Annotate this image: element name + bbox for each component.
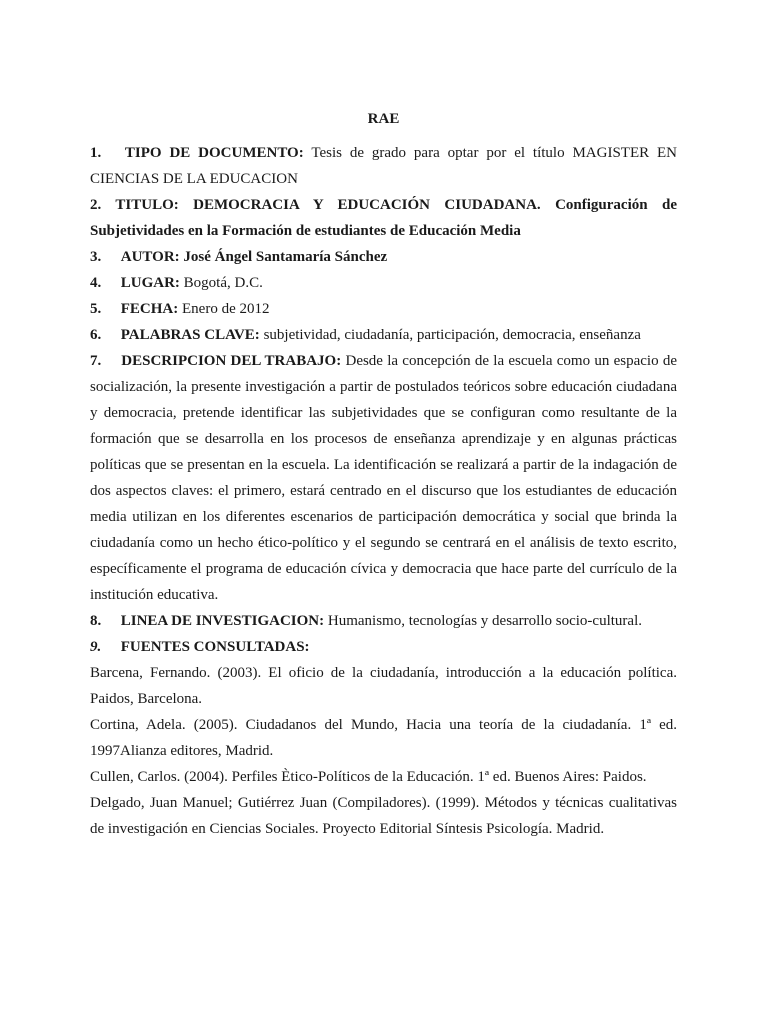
item-label: LUGAR: (120, 275, 180, 291)
item-number: 4. (90, 275, 102, 291)
item-text: Bogotá, D.C. (183, 275, 263, 291)
item-autor (90, 244, 677, 270)
item-label: TIPO DE DOCUMENTO: (124, 145, 304, 161)
item-number: 7. (90, 353, 102, 369)
reference-item: Delgado, Juan Manuel; Gutiérrez Juan (Compiladores). (1999). Métodos y técnicas cualitativas de investigación en Ciencias Sociales. Proyecto Editorial Síntesis Psicología. Madrid. (90, 795, 677, 837)
item-text: Humanismo, tecnologías y desarrollo socio-cultural. (327, 613, 642, 629)
document-title: RAE (367, 111, 400, 127)
item-label: TITULO: DEMOCRACIA Y EDUCACIÓN CIUDADANA. Configuración de Subjetividades en la Formación de estudiantes de Educación Media (90, 197, 677, 239)
item-text: Tesis de grado para optar por el título MAGISTER EN CIENCIAS DE LA EDUCACION (90, 145, 678, 187)
item-lugar (90, 270, 677, 296)
item-fecha (90, 296, 677, 322)
item-number: 9. (90, 639, 102, 655)
item-number: 1. (90, 145, 102, 161)
item-linea-investigacion (90, 608, 677, 634)
item-text: subjetividad, ciudadanía, participación, democracia, enseñanza (263, 327, 641, 343)
item-label: AUTOR: José Ángel Santamaría Sánchez (120, 249, 388, 265)
reference-item: Cortina, Adela. (2005). Ciudadanos del Mundo, Hacia una teoría de la ciudadanía. 1ª ed. 1997Alianza editores, Madrid. (90, 717, 677, 759)
item-number: 2. (90, 197, 102, 213)
document-page (90, 106, 677, 842)
item-number: 6. (90, 327, 102, 343)
item-tipo-documento (90, 140, 677, 192)
item-text: Enero de 2012 (182, 301, 270, 317)
item-number: 3. (90, 249, 102, 265)
item-titulo (90, 192, 677, 244)
item-descripcion (90, 348, 677, 608)
item-number: 5. (90, 301, 102, 317)
item-label: FECHA: (120, 301, 179, 317)
item-label: PALABRAS CLAVE: (120, 327, 260, 343)
item-fuentes (90, 634, 677, 660)
item-label: DESCRIPCION DEL TRABAJO: (121, 353, 342, 369)
reference-item: Cullen, Carlos. (2004). Perfiles Ètico-Políticos de la Educación. 1ª ed. Buenos Aires: Paidos. (90, 769, 647, 785)
reference-item: Barcena, Fernando. (2003). El oficio de la ciudadanía, introducción a la educación política. Paidos, Barcelona. (90, 665, 677, 707)
item-label: FUENTES CONSULTADAS: (120, 639, 310, 655)
item-number: 8. (90, 613, 102, 629)
item-palabras-clave (90, 322, 677, 348)
item-text: Desde la concepción de la escuela como un espacio de socialización, la presente investigación a partir de postulados teóricos sobre educación ciudadana y democracia, pretende identificar las subjetividades que se configuran como resultante de la formación que se desarrolla en los procesos de enseñanza aprendizaje y en algunas prácticas políticas que se presentan en la escuela. La identificación se realizará a partir de la indagación de dos aspectos claves: el primero, estará centrado en el discurso que los estudiantes de educación media utilizan en los diferentes escenarios de participación democrática y social que brinda la ciudadanía como un hecho ético-político y el segundo se centrará en el análisis de texto escrito, específicamente el programa de educación cívica y democracia que hace parte del currículo de la institución educativa. (90, 353, 677, 603)
item-label: LINEA DE INVESTIGACION: (120, 613, 325, 629)
